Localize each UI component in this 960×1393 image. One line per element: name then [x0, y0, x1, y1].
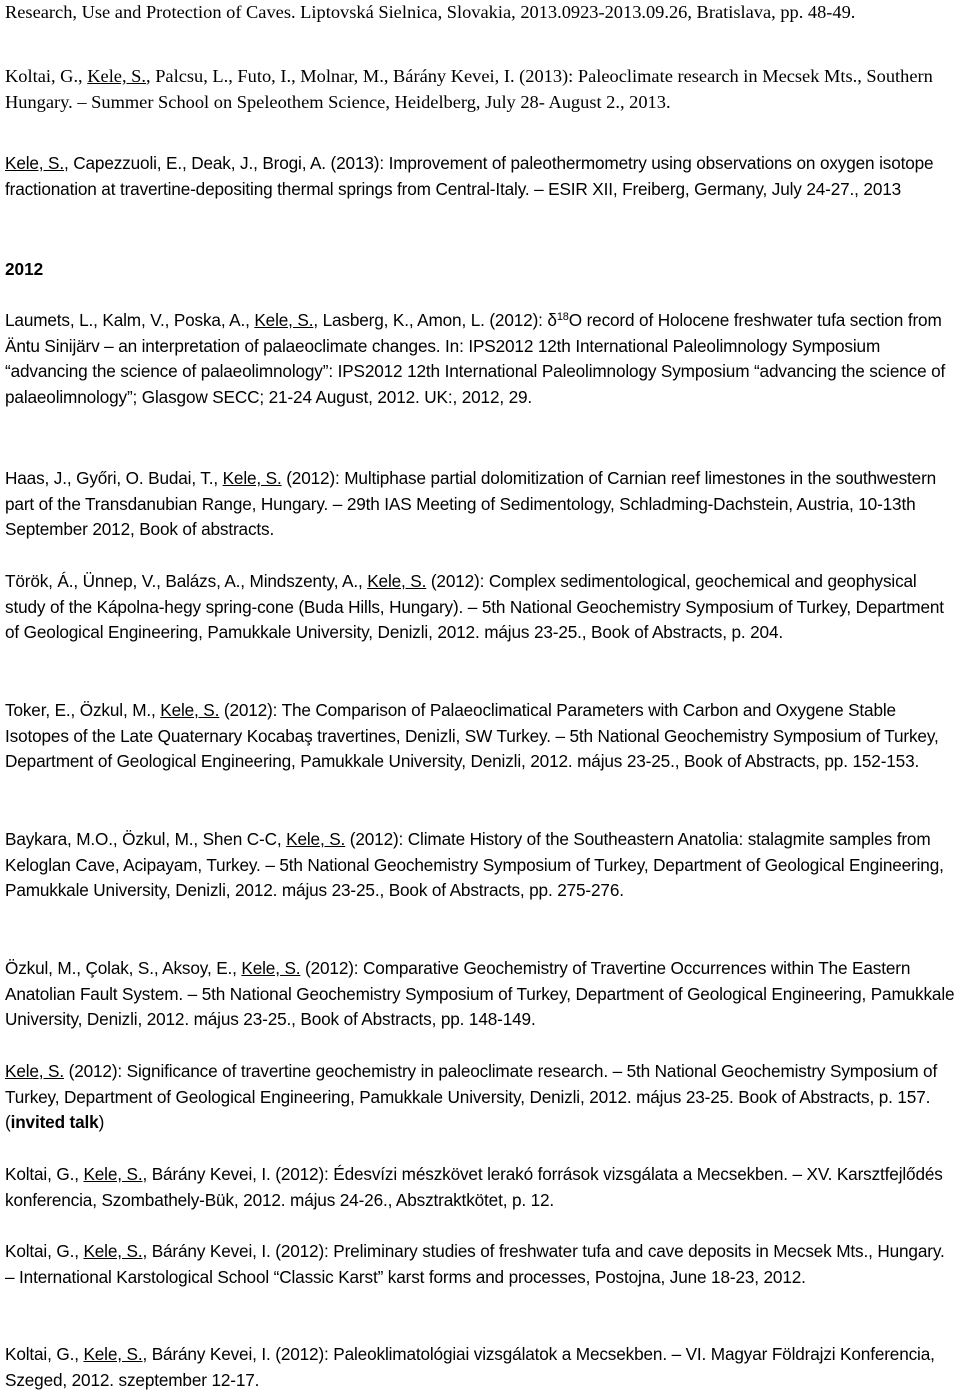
reference-text: Török, Á., Ünnep, V., Balázs, A., Mindszenty, A., — [5, 571, 368, 591]
reference-text: Haas, J., Győri, O. Budai, T., — [5, 468, 223, 488]
reference-text: Bárány Kevei, I. (2012): Preliminary studies of freshwater tufa and cave deposits in Mecsek Mts., Hungary. – International Karstological School “Classic Karst” karst forms and processes, Postojna, June 18-23, 2012. — [5, 1241, 945, 1287]
reference-text: Bárány Kevei, I. (2012): Édesvízi mészkövet lerakó források vizsgálata a Mecsekben. – XV. Karsztfejlődés konferencia, Szombathely-Bük, 2012. május 24-26., Absztraktkötet, p. 12. — [5, 1164, 943, 1210]
reference-entry — [5, 466, 955, 543]
author-name-underlined: Kele, S., — [83, 1241, 148, 1261]
bold-note: invited talk — [10, 1112, 99, 1133]
reference-text: ) — [98, 1112, 105, 1133]
reference-text: Özkul, M., Çolak, S., Aksoy, E., — [5, 958, 242, 978]
reference-text: (2012): Significance of travertine geochemistry in paleoclimate research. – 5th National Geochemistry Symposium of Turkey, Department of Geological Engineering, Pamukkale University, Denizli, 2012. május 23-25. Book of Abstracts, p. 157. ( — [5, 1061, 938, 1133]
reference-text: Koltai, G., — [5, 66, 88, 86]
reference-entry — [5, 1162, 955, 1213]
reference-text: Laumets, L., Kalm, V., Poska, A., — [5, 310, 255, 330]
reference-text: (2012): The Comparison of Palaeoclimatical Parameters with Carbon and Oxygene Stable Isotopes of the Late Quaternary Kocabaş travertines, Denizli, SW Turkey. – 5th National Geochemistry Symposium of Turkey, Department of Geological Engineering, Pamukkale University, Denizli, 2012. május 23-25., Book of Abstracts, pp. 152-153. — [5, 700, 939, 772]
reference-entry — [5, 308, 955, 411]
reference-entry — [5, 0, 955, 26]
reference-text: Toker, E., Özkul, M., — [5, 700, 161, 720]
author-name-underlined: Kele, S., — [83, 1164, 148, 1184]
author-name-underlined: Kele, S. — [254, 310, 314, 330]
reference-text: (2012): Comparative Geochemistry of Travertine Occurrences within The Eastern Anatolian Fault System. – 5th National Geochemistry Symposium of Turkey, Department of Geological Engineering, Pamukkale University, Denizli, 2012. május 23-25., Book of Abstracts, pp. 148-149. — [5, 958, 955, 1030]
reference-text: (2012): Climate History of the Southeastern Anatolia: stalagmite samples from Keloglan Cave, Acipayam, Turkey. – 5th National Geochemistry Symposium of Turkey, Department of Geological Engineering, Pamukkale University, Denizli, 2012. május 23-25., Book of Abstracts, pp. 275-276. — [5, 829, 944, 901]
reference-text: , Palcsu, L., Futo, I., Molnar, M., Bárány Kevei, I. (2013): Paleoclimate research in Mecsek Mts., Southern Hungary. – Summer School on Speleothem Science, Heidelberg, July 28- August 2., 2013. — [5, 66, 933, 112]
author-name-underlined: Kele, S., — [83, 1344, 148, 1364]
author-name-underlined: Kele, S. — [222, 468, 282, 488]
author-name-underlined: Kele, S. — [5, 153, 64, 173]
reference-text: Baykara, M.O., Özkul, M., Shen C-C, — [5, 829, 287, 849]
reference-text: , Capezzuoli, E., Deak, J., Brogi, A. (2013): Improvement of paleothermometry using observations on oxygen isotope fractionation at travertine-depositing thermal springs from Central-Italy. – ESIR XII, Freiberg, Germany, July 24-27., 2013 — [5, 153, 934, 199]
reference-text: O record of Holocene freshwater tufa section from Äntu Sinijärv – an interpretation of palaeoclimate changes. In: IPS2012 12th International Paleolimnology Symposium “advancing the science of palaeolimnology”: IPS2012 12th International Paleolimnology Symposium “advancing the science of palaeolimnology”; Glasgow SECC; 21-24 August, 2012. UK:, 2012, 29. — [5, 310, 946, 408]
author-name-underlined: Kele, S. — [286, 829, 346, 849]
reference-entry — [5, 1342, 955, 1393]
reference-entry — [5, 151, 955, 202]
reference-text: Koltai, G., — [5, 1164, 84, 1184]
author-name-underlined: Kele, S. — [160, 700, 220, 720]
superscript: 18 — [556, 311, 569, 323]
reference-text: Koltai, G., — [5, 1344, 84, 1364]
reference-entry — [5, 698, 955, 775]
reference-entry — [5, 569, 955, 646]
year-heading: 2012 — [5, 259, 44, 279]
author-name-underlined: Kele, S. — [241, 958, 301, 978]
reference-text: Research, Use and Protection of Caves. Liptovská Sielnica, Slovakia, 2013.0923-2013.09.26, Bratislava, pp. 48-49. — [5, 2, 856, 22]
reference-text: (2012): Multiphase partial dolomitization of Carnian reef limestones in the southwestern part of the Transdanubian Range, Hungary. – 29th IAS Meeting of Sedimentology, Schladming-Dachstein, Austria, 10-13th September 2012, Book of abstracts. — [5, 468, 937, 540]
author-name-underlined: Kele, S. — [87, 66, 146, 86]
author-name-underlined: Kele, S. — [5, 1061, 64, 1081]
reference-entry — [5, 64, 955, 115]
reference-entry — [5, 1239, 955, 1290]
reference-entry — [5, 1059, 955, 1136]
reference-text: , Lasberg, K., Amon, L. (2012): δ — [313, 310, 557, 330]
reference-entry — [5, 956, 955, 1033]
reference-text: (2012): Complex sedimentological, geochemical and geophysical study of the Kápolna-hegy spring-cone (Buda Hills, Hungary). – 5th National Geochemistry Symposium of Turkey, Department of Geological Engineering, Pamukkale University, Denizli, 2012. május 23-25., Book of Abstracts, p. 204. — [5, 571, 944, 643]
reference-entry — [5, 827, 955, 904]
author-name-underlined: Kele, S. — [367, 571, 427, 591]
reference-text: Bárány Kevei, I. (2012): Paleoklimatológiai vizsgálatok a Mecsekben. – VI. Magyar Földrajzi Konferencia, Szeged, 2012. szeptember 12-17. — [5, 1344, 935, 1390]
reference-text: Koltai, G., — [5, 1241, 84, 1261]
